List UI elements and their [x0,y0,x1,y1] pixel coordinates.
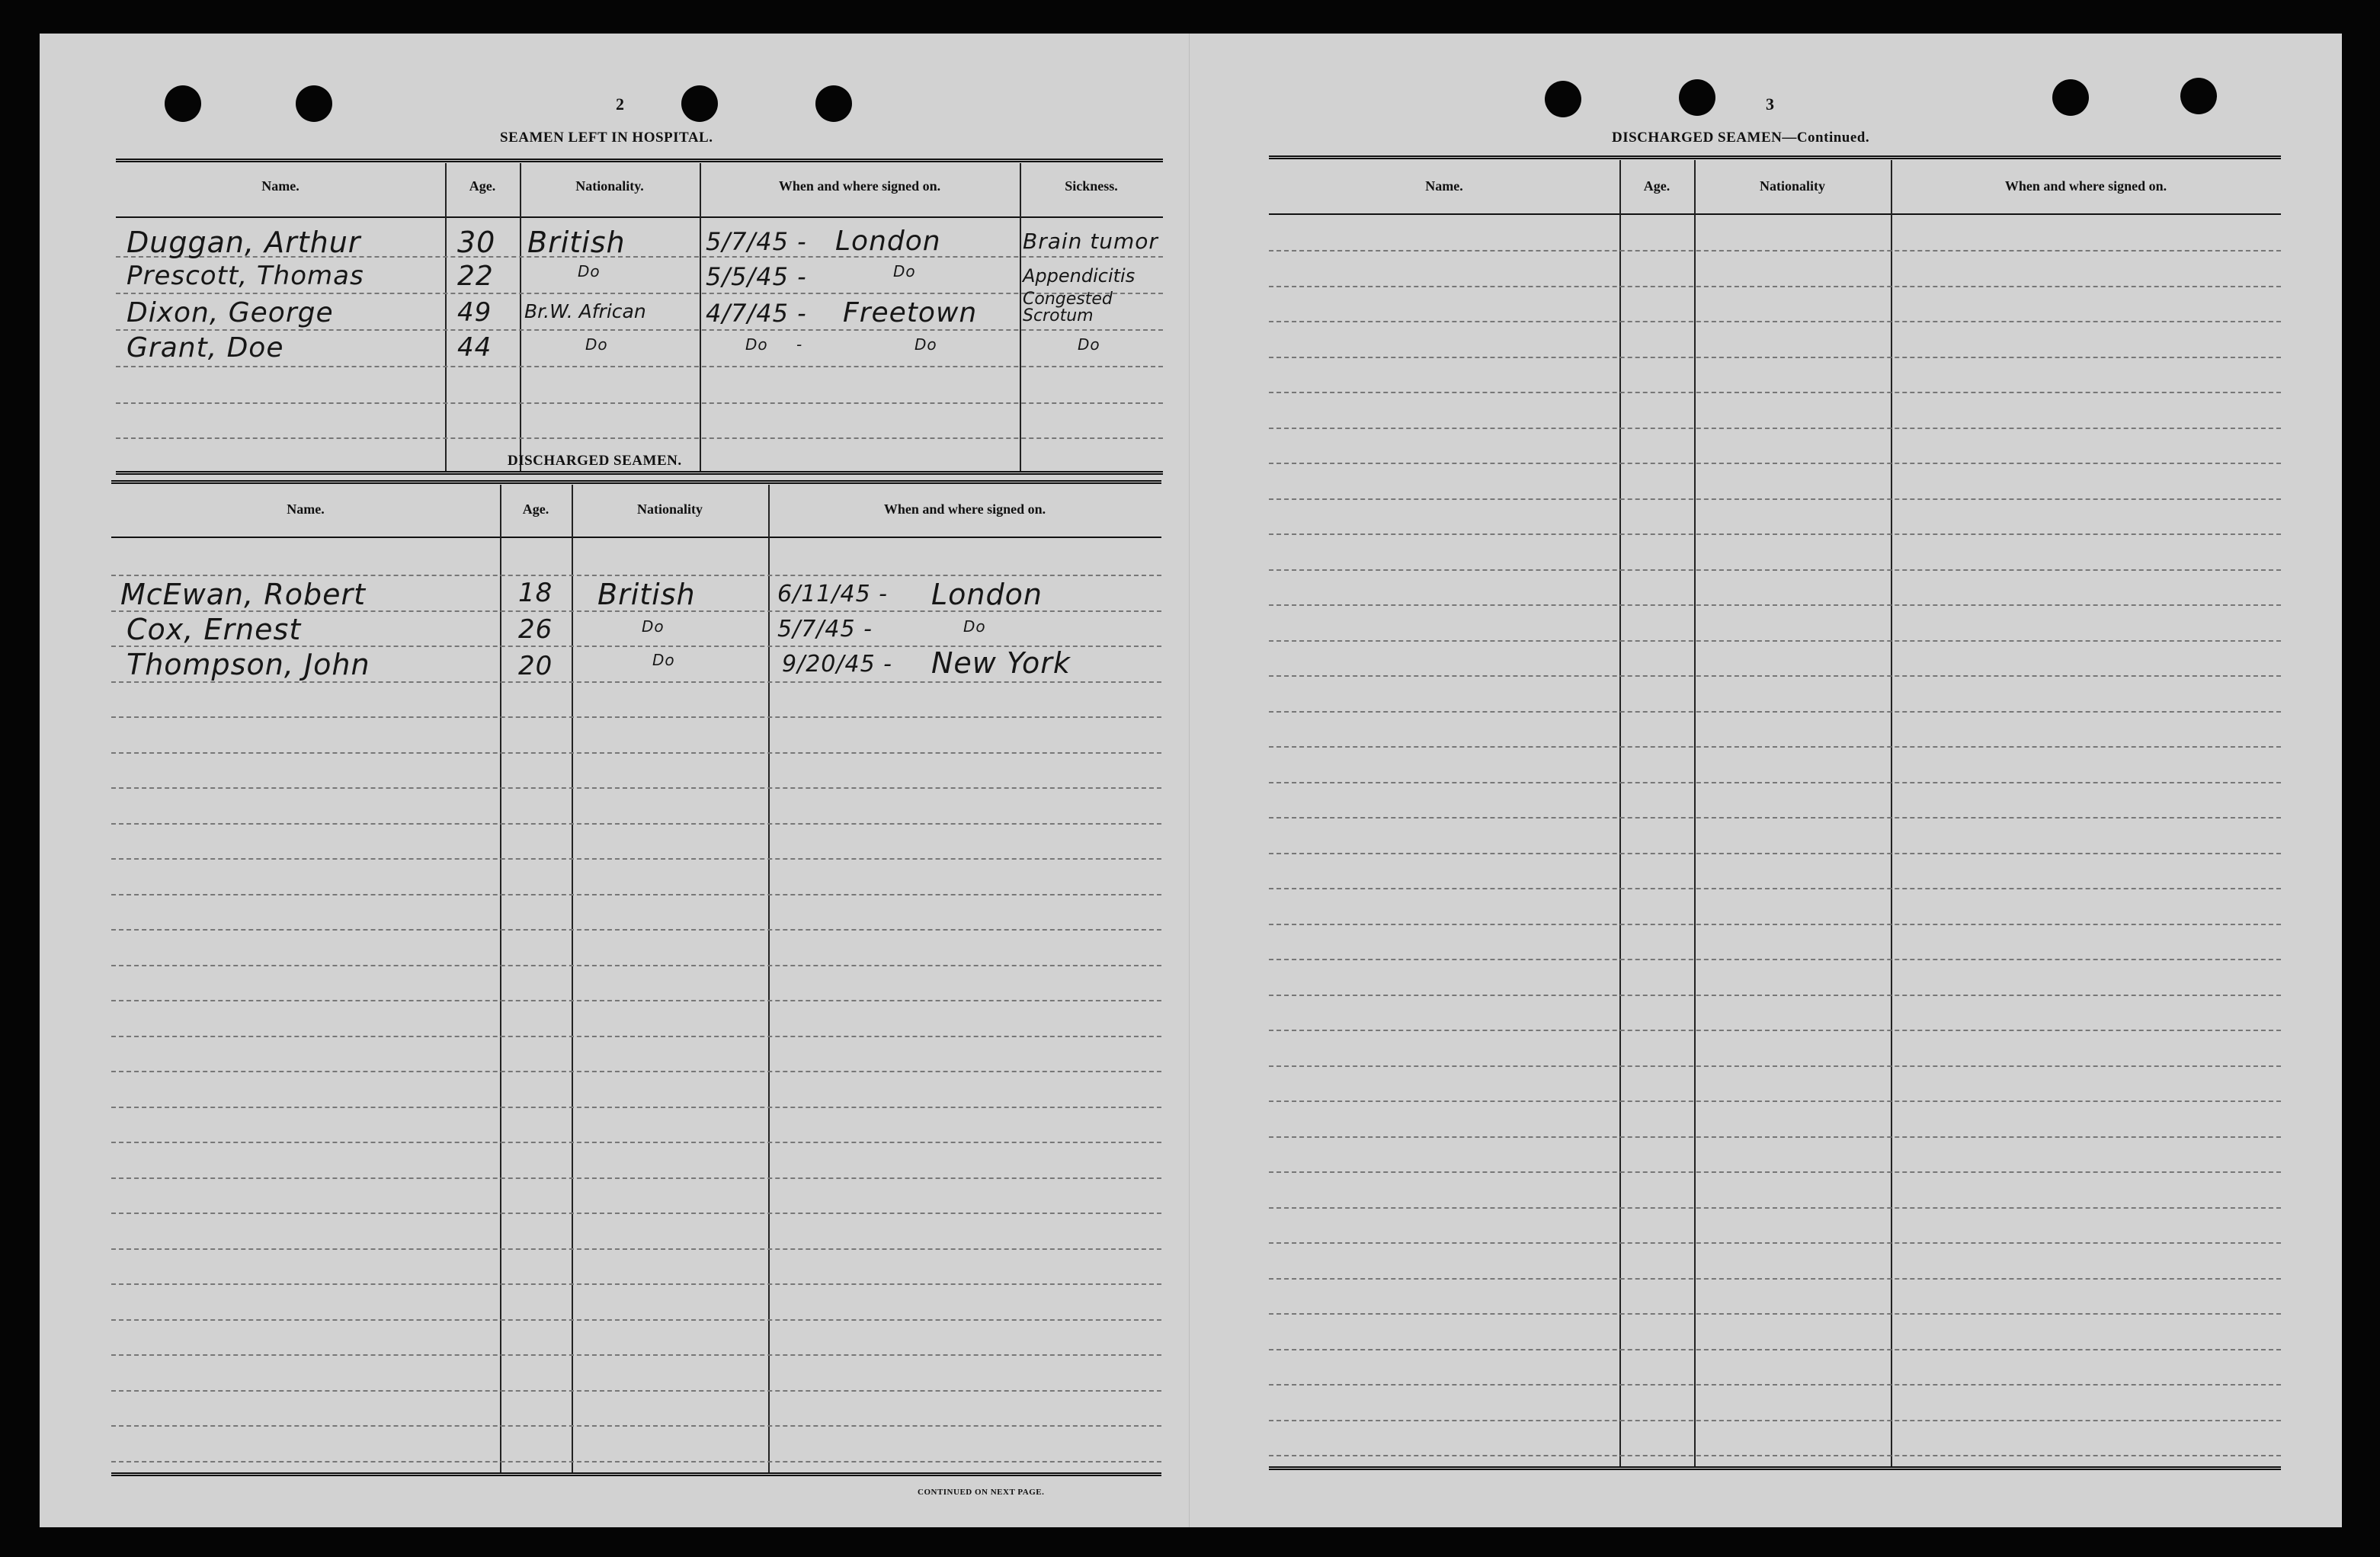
right-page [1189,34,2342,1527]
hospital-row-2-age: 22 [457,261,494,292]
ruled-line [111,1461,1161,1462]
hospital-row-1-age: 30 [457,226,496,259]
ruled-line [1269,675,2281,677]
discharged-row-1-name: McEwan, Robert [120,578,366,611]
ruled-line [111,823,1161,825]
hospital-row-4-name: Grant, Doe [127,332,284,364]
hospital-heading: SEAMEN LEFT IN HOSPITAL. [500,130,713,146]
ruled-line [111,1036,1161,1037]
ruled-line [1269,1136,2281,1138]
ruled-line [1269,1030,2281,1031]
discharged-row-2-date: 5/7/45 - [777,616,873,642]
hospital-row-1-date: 5/7/45 - [706,227,807,256]
col-header-name: Name. [1425,178,1463,194]
hospital-row-3-nationality: Br.W. African [524,300,646,322]
hospital-row-2-nationality: Do [578,262,601,280]
ruled-line [1269,321,2281,322]
col-header-signed-on: When and where signed on. [778,178,941,194]
punch-hole [296,85,332,122]
ruled-line [1269,428,2281,429]
discharged-row-1-age: 18 [518,578,553,608]
col-header-signed-on: When and where signed on. [2004,178,2167,194]
col-header-name: Name. [287,501,325,517]
hospital-row-3-name: Dixon, George [127,297,334,328]
ruled-line [111,1071,1161,1072]
ruled-line [1269,498,2281,500]
ruled-line [111,929,1161,931]
discharged-row-1-nationality: British [597,578,696,611]
ruled-line [111,716,1161,718]
ruled-line [1269,1207,2281,1209]
ruled-line [111,1177,1161,1179]
ruled-line [1269,1384,2281,1386]
discharged-heading: DISCHARGED SEAMEN. [508,453,682,469]
ruled-line [1269,1171,2281,1173]
discharged-continued-heading: DISCHARGED SEAMEN—Continued. [1612,130,1870,146]
col-header-nationality: Nationality [636,501,703,517]
ruled-line [1269,782,2281,783]
punch-hole [681,85,718,122]
ruled-line [1269,959,2281,960]
ruled-line [111,1319,1161,1321]
hospital-row-4-place: Do [915,335,937,354]
ruled-line [1269,640,2281,642]
ruled-line [111,1390,1161,1392]
ruled-line [111,752,1161,754]
ruled-line [1269,711,2281,713]
col-header-age: Age. [1643,178,1670,194]
ruled-line [1269,888,2281,889]
punch-hole [1679,79,1715,116]
ruled-line [1269,1278,2281,1280]
col-header-name: Name. [261,178,300,194]
punch-hole [2180,78,2217,114]
left-page [40,34,1225,1527]
ruled-line [1269,1349,2281,1350]
discharged-row-3-place: New York [931,646,1071,680]
discharged-row-3-age: 20 [518,651,553,681]
hospital-row-2-date: 5/5/45 - [706,262,807,291]
hospital-row-1-place: London [835,226,941,257]
col-header-age: Age. [522,501,549,517]
col-header-nationality: Nationality [1759,178,1825,194]
ruled-line [1269,533,2281,535]
ruled-line [1269,924,2281,925]
hospital-row-2-sickness: Appendicitis [1023,265,1136,287]
ruled-line [111,575,1161,576]
discharged-row-3-nationality: Do [652,651,675,669]
ruled-line [1269,357,2281,358]
discharged-row-1-date: 6/11/45 - [777,581,889,607]
ruled-line [111,894,1161,895]
col-header-nationality: Nationality. [575,178,644,194]
hospital-row-4-sickness: Do [1078,335,1100,354]
ruled-line [1269,1100,2281,1102]
page-number: 3 [1766,95,1774,114]
col-header-signed-on: When and where signed on. [883,501,1046,517]
discharged-row-1-place: London [931,578,1043,611]
hospital-row-2-name: Prescott, Thomas [127,261,364,291]
hospital-row-3-age: 49 [457,297,492,328]
punch-hole [165,85,201,122]
hospital-row-3-date: 4/7/45 - [706,299,807,328]
ruled-line [1269,1420,2281,1421]
discharged-continued-table [1269,155,2281,1475]
ruled-line [1269,746,2281,748]
hospital-row-1-nationality: British [527,226,626,259]
continued-note: CONTINUED ON NEXT PAGE. [918,1488,1045,1497]
ruled-line [1269,250,2281,251]
ruled-line [111,858,1161,860]
ruled-line [111,1354,1161,1356]
hospital-row-1-name: Duggan, Arthur [127,226,361,259]
hospital-row-1-sickness: Brain tumor [1023,229,1158,254]
hospital-row-4-age: 44 [457,332,492,363]
ruled-line [1269,817,2281,819]
ruled-line [1269,1455,2281,1456]
ruled-line [1269,392,2281,393]
ruled-line [111,1000,1161,1001]
ruled-line [1269,1313,2281,1315]
hospital-table [116,159,1163,479]
discharged-row-2-nationality: Do [642,617,665,636]
col-header-sickness: Sickness. [1065,178,1118,194]
discharged-row-3-name: Thompson, John [127,648,370,681]
hospital-row-3-sickness: Congested Scrotum [1023,290,1113,325]
discharged-table [111,480,1161,1483]
ruled-line [111,965,1161,966]
hospital-row-2-place: Do [893,262,916,280]
col-header-age: Age. [469,178,496,194]
ruled-line [111,1248,1161,1250]
punch-hole [815,85,852,122]
ruled-line [111,1107,1161,1108]
ruled-line [111,1142,1161,1143]
discharged-row-2-age: 26 [518,614,553,645]
ruled-line [111,1283,1161,1285]
ruled-line [1269,853,2281,854]
hospital-row-4-date: Do - [745,335,803,354]
discharged-row-2-name: Cox, Ernest [127,613,302,646]
discharged-row-3-date: 9/20/45 - [782,651,893,678]
punch-hole [2052,79,2089,116]
hospital-row-3-place: Freetown [843,297,978,328]
discharged-row-2-place: Do [963,617,986,636]
ruled-line [1269,463,2281,464]
ruled-line [111,787,1161,789]
ruled-line [111,1213,1161,1214]
hospital-row-4-nationality: Do [585,335,608,354]
ruled-line [1269,286,2281,287]
ruled-line [111,1425,1161,1427]
punch-hole [1545,81,1581,117]
ruled-line [1269,995,2281,996]
ruled-line [1269,569,2281,571]
ruled-line [1269,1065,2281,1067]
ruled-line [1269,604,2281,606]
page-number: 2 [616,95,624,114]
ruled-line [1269,1242,2281,1244]
